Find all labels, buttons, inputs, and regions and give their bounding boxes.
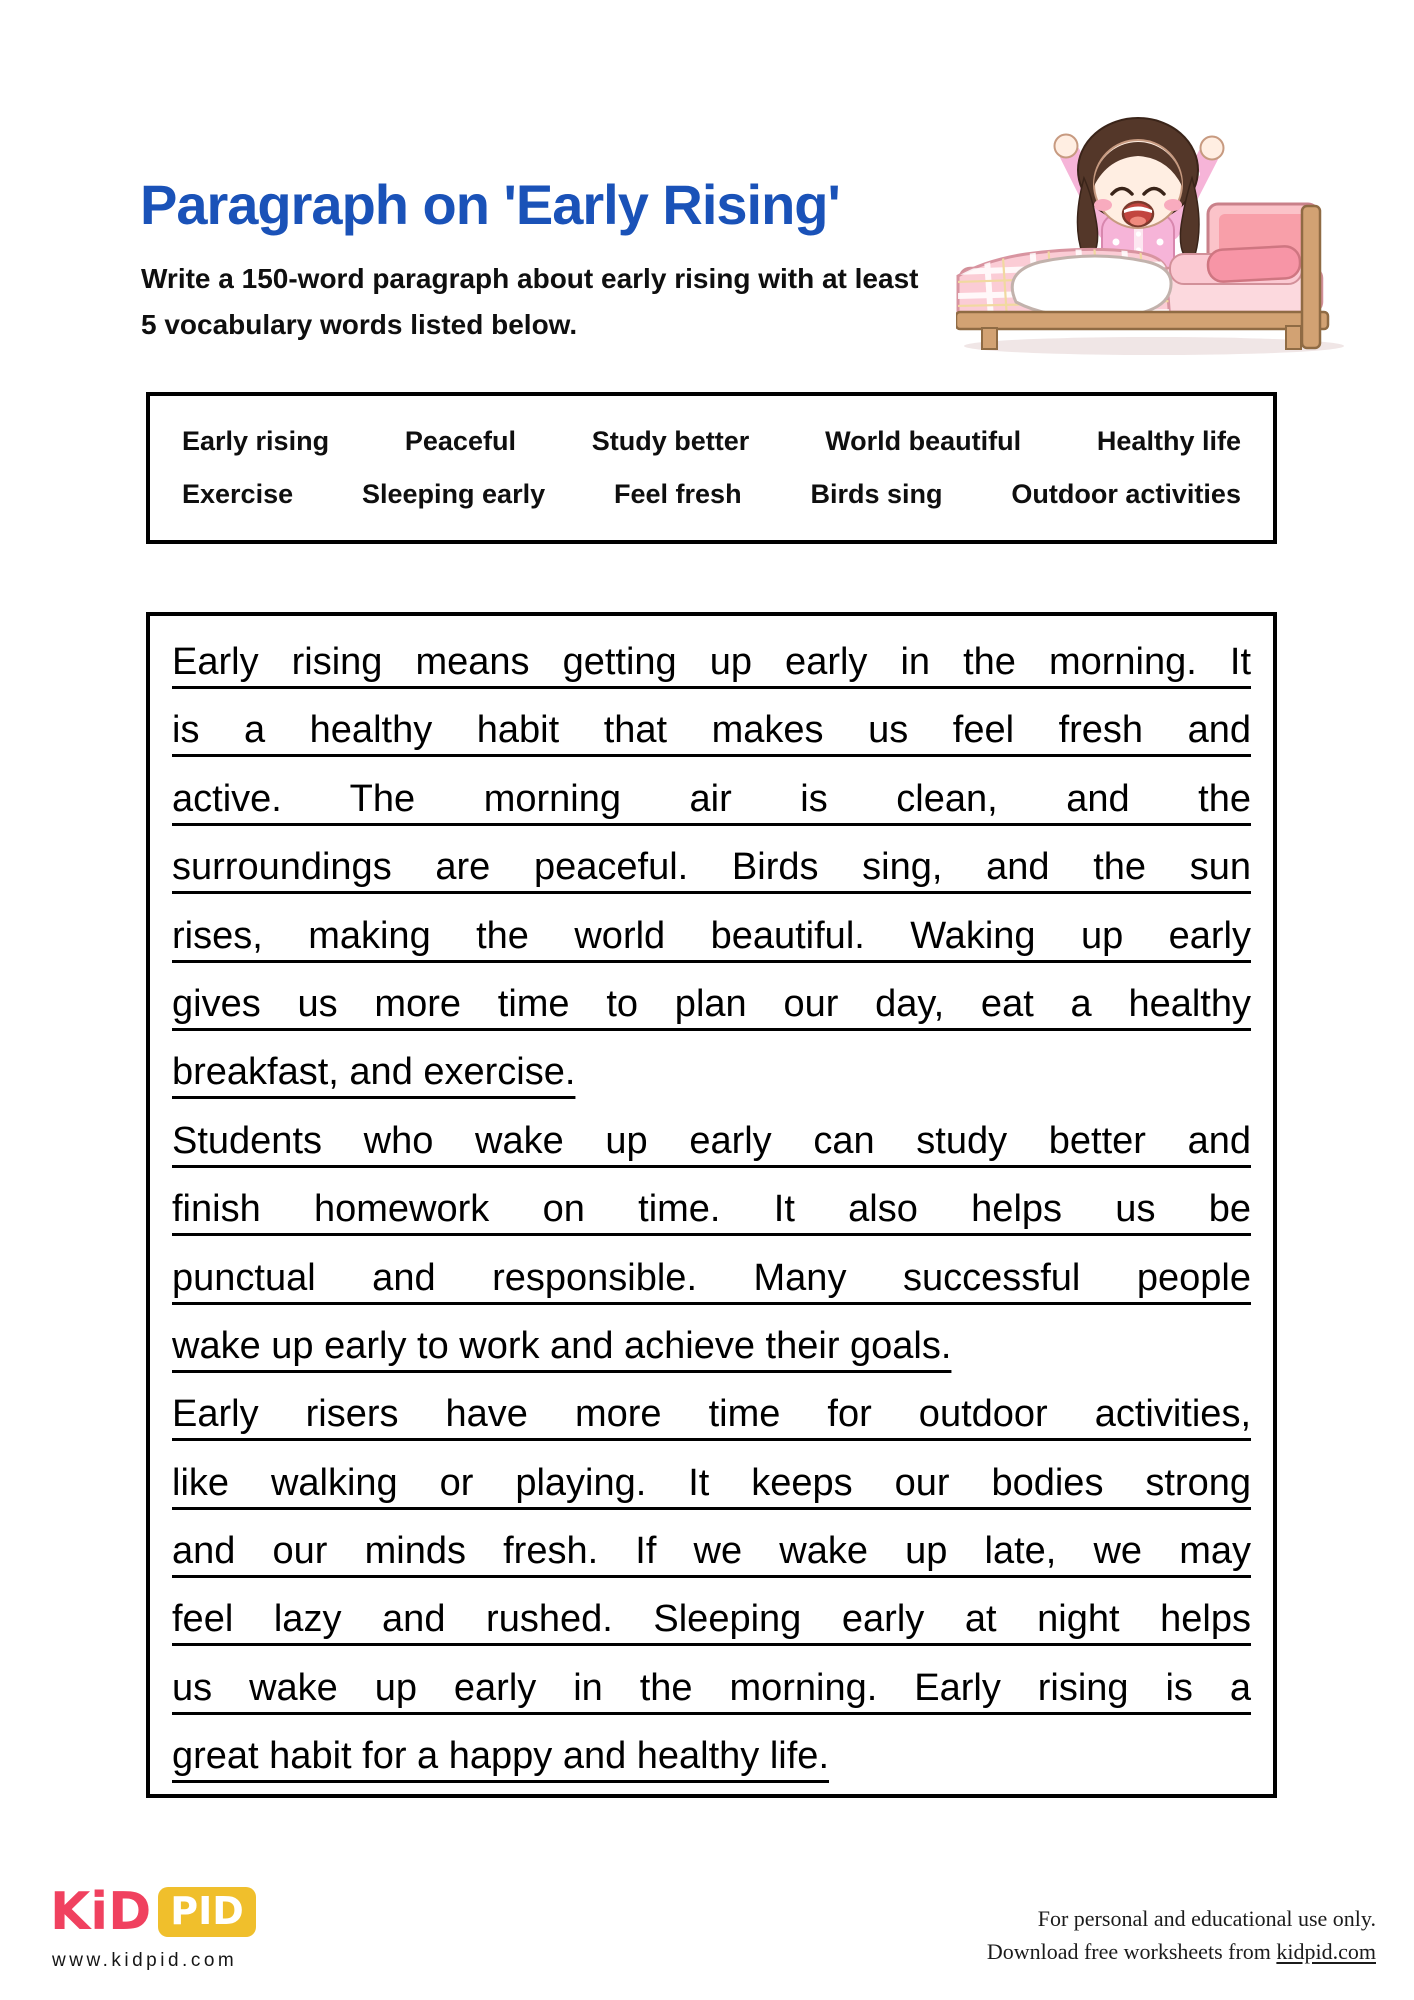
essay-line: Early risers have more time for outdoor activities, bbox=[172, 1393, 1251, 1436]
vocab-word: Outdoor activities bbox=[1011, 479, 1241, 509]
vocab-word: World beautiful bbox=[825, 426, 1022, 456]
essay-line: breakfast, and exercise. bbox=[172, 1051, 576, 1094]
website-url: www.kidpid.com bbox=[52, 1950, 238, 1971]
vocab-word: Feel fresh bbox=[614, 479, 742, 509]
vocab-row-2 bbox=[182, 479, 1241, 510]
essay-line: Early rising means getting up early in the morning. It bbox=[172, 641, 1251, 683]
kidpid-link[interactable]: kidpid.com bbox=[1276, 1939, 1376, 1964]
kidpid-logo-pid-badge: PID bbox=[158, 1887, 256, 1937]
essay-line: us wake up early in the morning. Early rising is a bbox=[172, 1666, 1251, 1709]
essay-line: punctual and responsible. Many successful people bbox=[172, 1256, 1251, 1299]
vocab-word: Exercise bbox=[182, 479, 294, 509]
essay-line: like walking or playing. It keeps our bodies strong bbox=[172, 1461, 1251, 1504]
essay-line: active. The morning air is clean, and the bbox=[172, 777, 1251, 820]
vocab-word: Birds sing bbox=[810, 479, 943, 509]
vocab-word: Study better bbox=[591, 426, 750, 456]
essay-line: Students who wake up early can study better and bbox=[172, 1119, 1251, 1162]
essay-line: surroundings are peaceful. Birds sing, and the sun bbox=[172, 846, 1251, 889]
essay-line: and our minds fresh. If we wake up late, we may bbox=[172, 1530, 1251, 1573]
page-title: Paragraph on 'Early Rising' bbox=[140, 173, 840, 236]
essay-line: great habit for a happy and healthy life. bbox=[172, 1735, 830, 1778]
vocab-word: Healthy life bbox=[1096, 426, 1241, 456]
usage-note-line-1: For personal and educational use only. bbox=[1037, 1906, 1376, 1931]
essay-line: feel lazy and rushed. Sleeping early at night helps bbox=[172, 1598, 1251, 1641]
vocab-word: Peaceful bbox=[404, 426, 516, 456]
kidpid-logo bbox=[50, 1882, 256, 1942]
essay-line: rises, making the world beautiful. Waking up early bbox=[172, 914, 1251, 957]
waking-girl-illustration bbox=[956, 100, 1356, 358]
vocab-word: Sleeping early bbox=[362, 479, 546, 509]
vocab-row-1 bbox=[182, 426, 1241, 457]
paragraph-box bbox=[146, 612, 1277, 1798]
essay-line: finish homework on time. It also helps us be bbox=[172, 1188, 1251, 1231]
instructions-line-1: Write a 150-word paragraph about early rising with at least bbox=[141, 263, 919, 294]
usage-note bbox=[987, 1902, 1376, 1968]
vocabulary-box bbox=[146, 392, 1277, 544]
essay-line: is a healthy habit that makes us feel fresh and bbox=[172, 709, 1251, 752]
essay-line: gives us more time to plan our day, eat a healthy bbox=[172, 982, 1251, 1025]
essay-line: wake up early to work and achieve their goals. bbox=[172, 1324, 952, 1367]
kidpid-logo-kid-text: KiD bbox=[50, 1882, 152, 1942]
vocab-word: Early rising bbox=[182, 426, 330, 456]
instructions-line-2: 5 vocabulary words listed below. bbox=[141, 309, 578, 340]
usage-note-line-2: Download free worksheets from kidpid.com bbox=[986, 1939, 1376, 1964]
instructions-text bbox=[141, 256, 918, 348]
